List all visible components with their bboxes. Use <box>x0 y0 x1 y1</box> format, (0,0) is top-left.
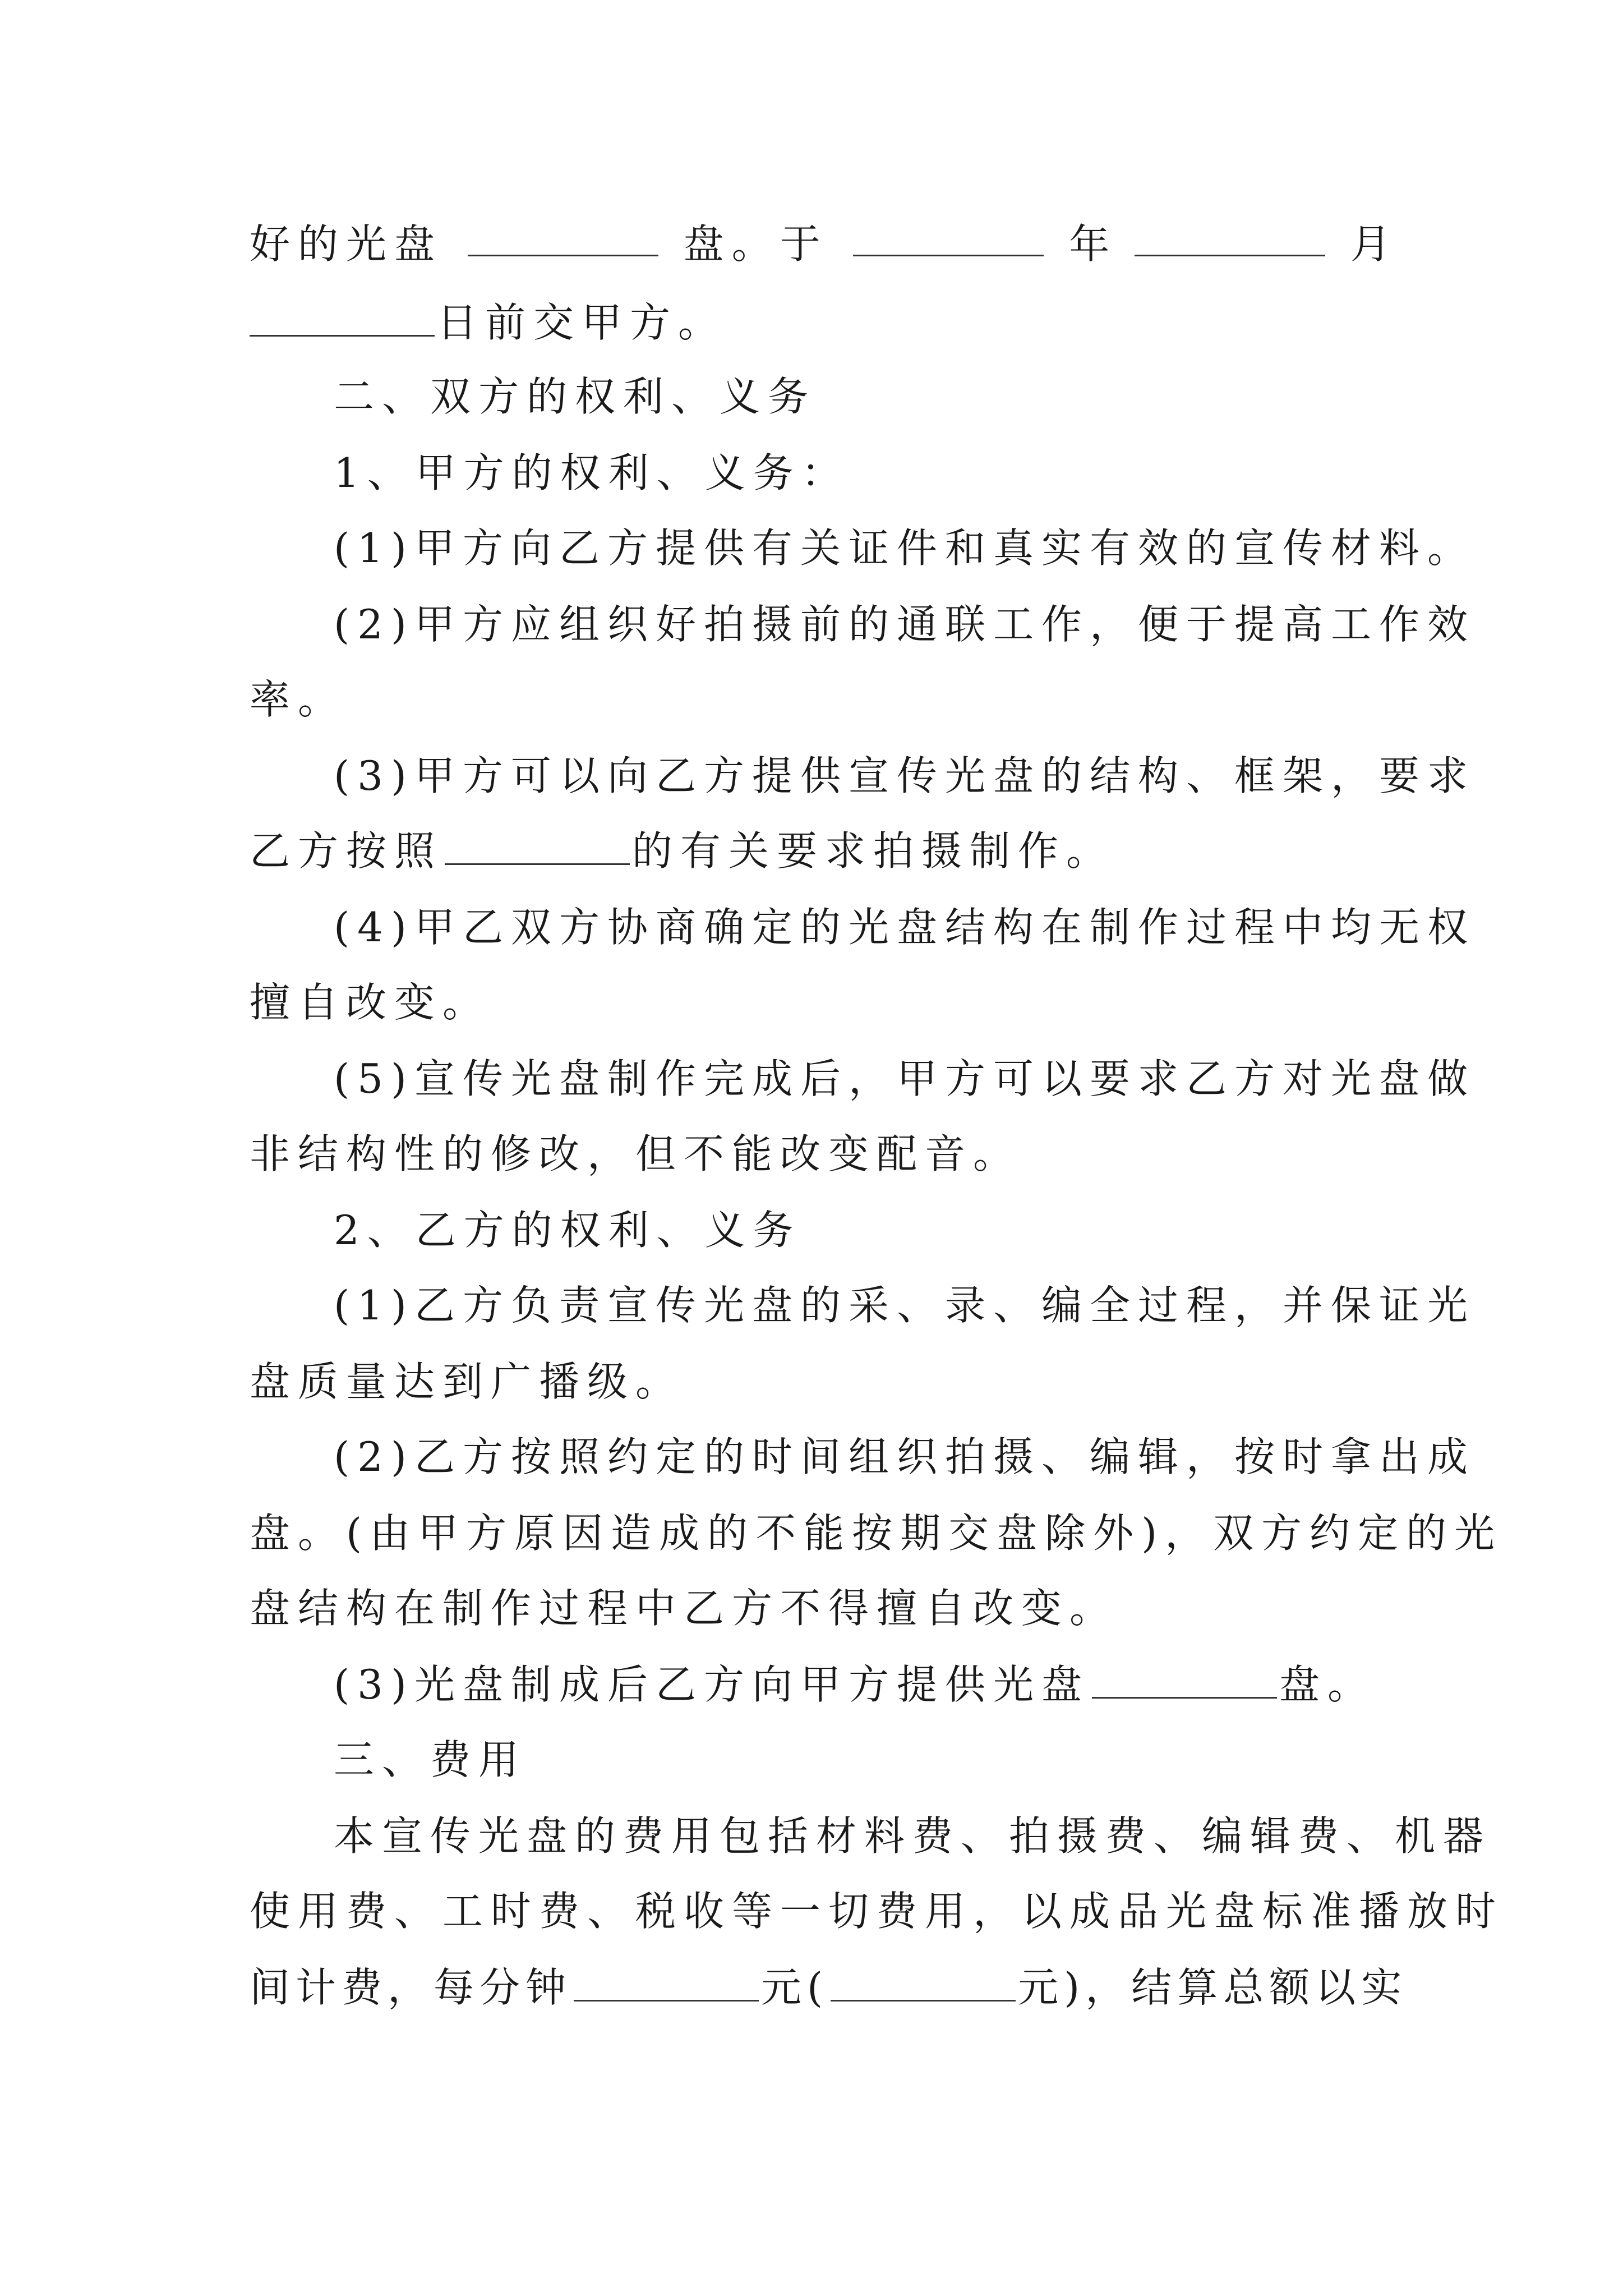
text-segment: 年 <box>1069 220 1110 268</box>
text-segment: 的有关要求拍摄制作。 <box>632 827 1115 875</box>
clause-text: 非结构性的修改，但不能改变配音。 <box>250 1130 1022 1177</box>
clause-text: (4)甲乙双方协商确定的光盘结构在制作过程中均无权 <box>334 904 1476 951</box>
fill-in-blank[interactable] <box>250 293 435 337</box>
clause-text: 本宣传光盘的费用包括材料费、拍摄费、编辑费、机器 <box>334 1812 1492 1860</box>
clause-text: (1)甲方向乙方提供有关证件和真实有效的宣传材料。 <box>334 524 1476 572</box>
clause-text: (1)乙方负责宣传光盘的采、录、编全过程，并保证光 <box>334 1282 1476 1329</box>
fill-in-blank[interactable] <box>1092 1655 1277 1699</box>
clause-text: (2)乙方按照约定的时间组织拍摄、编辑，按时拿出成 <box>334 1433 1476 1480</box>
clause-text: 率。 <box>250 676 347 723</box>
text-line-24 <box>250 1957 1408 2018</box>
text-segment: 间计费，每分钟 <box>250 1964 572 2011</box>
text-line-2 <box>250 292 1391 353</box>
text-line-20 <box>334 1654 1391 1715</box>
text-line-1 <box>250 213 1391 275</box>
text-segment: 好的光盘 <box>250 220 443 268</box>
clause-text: (5)宣传光盘制作完成后，甲方可以要求乙方对光盘做 <box>334 1055 1476 1102</box>
text-segment: 盘。于 <box>683 220 828 268</box>
clause-text: 盘。(由甲方原因造成的不能按期交盘除外)，双方约定的光 <box>250 1510 1503 1557</box>
clause-text: (3)甲方可以向乙方提供宣传光盘的结构、框架，要求 <box>334 752 1476 799</box>
clause-text: 盘质量达到广播级。 <box>250 1358 684 1405</box>
fill-in-blank[interactable] <box>445 822 630 865</box>
subsection-heading: 1、甲方的权利、义务： <box>334 449 850 496</box>
fill-in-blank[interactable] <box>468 213 658 256</box>
subsection-heading: 2、乙方的权利、义务 <box>334 1207 801 1254</box>
text-segment: 月 <box>1350 220 1391 268</box>
section-heading: 二、双方的权利、义务 <box>334 373 817 420</box>
text-segment: (3)光盘制成后乙方向甲方提供光盘 <box>334 1661 1090 1708</box>
clause-text: 使用费、工时费、税收等一切费用，以成品光盘标准播放时 <box>250 1888 1504 1935</box>
section-heading: 三、费用 <box>334 1736 527 1783</box>
text-segment: 元( <box>761 1964 829 2011</box>
clause-text: 盘结构在制作过程中乙方不得擅自改变。 <box>250 1585 1118 1632</box>
fill-in-blank[interactable] <box>1135 213 1325 256</box>
text-segment: 盘。 <box>1279 1661 1376 1708</box>
text-line-9 <box>250 820 1391 882</box>
fill-in-blank[interactable] <box>831 1958 1016 2001</box>
clause-text: (2)甲方应组织好拍摄前的通联工作，便于提高工作效 <box>334 601 1476 648</box>
fill-in-blank[interactable] <box>574 1958 759 2001</box>
clause-text: 擅自改变。 <box>250 979 491 1026</box>
text-segment: 日前交甲方。 <box>437 299 727 346</box>
text-segment: 乙方按照 <box>250 827 443 875</box>
fill-in-blank[interactable] <box>853 213 1044 256</box>
text-segment: 元)，结算总额以实 <box>1018 1964 1408 2011</box>
